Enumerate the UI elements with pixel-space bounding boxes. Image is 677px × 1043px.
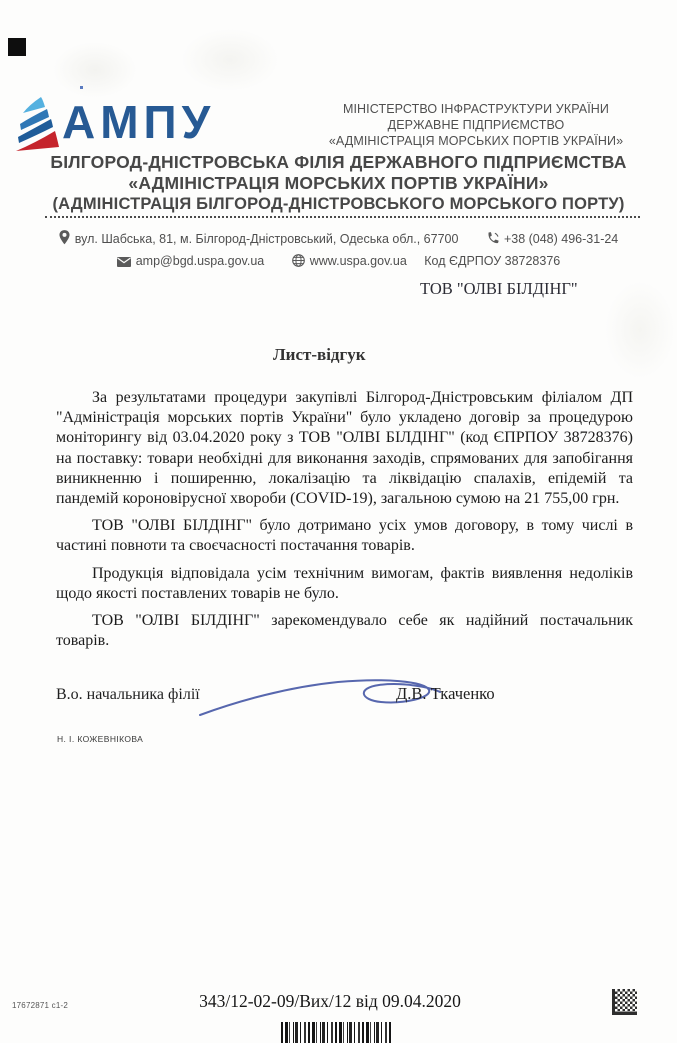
letter-body xyxy=(56,388,633,658)
scan-speck xyxy=(80,86,83,89)
datamatrix-icon xyxy=(612,989,637,1015)
ministry-line-2: ДЕРЖАВНЕ ПІДПРИЄМСТВО xyxy=(387,118,565,132)
dotted-separator xyxy=(45,206,640,218)
letter-title: Лист-відгук xyxy=(273,345,366,364)
body-paragraph-1: За результатами процедури закупівлі Білгород-Дністровським філіалом ДП "Адміністрація морських портів України" було укладено договір за процедурою моніторингу від 03.04.2020 року з ТОВ "ОЛВІ БІЛДІНГ" (код ЄПРПОУ 38728376) на поставку: товари необхідні для виконання заходів, спрямованих для запобігання виникненню і поширенню, локалізацію та ліквідацію спалахів, епідемій та пандемій короновірусної хвороби (COVID-19), загальною сумою на 21 755,00 грн. xyxy=(56,389,633,508)
contact-edrpou: Код ЄДРПОУ 38728376 xyxy=(424,254,561,268)
envelope-icon xyxy=(117,257,131,267)
signature-row xyxy=(56,676,633,720)
addressee: ТОВ "ОЛВІ БІЛДІНГ" xyxy=(420,279,578,298)
contact-email: amp@bgd.uspa.gov.ua xyxy=(135,254,265,268)
executor-name: Н. І. КОЖЕВНІКОВА xyxy=(57,734,144,744)
contact-block xyxy=(0,228,677,272)
ministry-line-1: МІНІСТЕРСТВО ІНФРАСТРУКТУРИ УКРАЇНИ xyxy=(342,102,610,116)
logo-ampu-text: АМПУ xyxy=(62,96,216,148)
globe-icon xyxy=(292,254,305,267)
contact-phone: +38 (048) 496-31-24 xyxy=(503,232,619,246)
phone-icon xyxy=(486,232,499,245)
signer-position: В.о. начальника філії xyxy=(56,686,200,703)
location-pin-icon xyxy=(59,230,70,245)
contact-row-2 xyxy=(0,250,677,272)
reference-number: 343/12-02-09/Вих/12 від 09.04.2020 xyxy=(199,991,461,1011)
signer-name: Д.В. Ткаченко xyxy=(396,684,495,703)
contact-row-1 xyxy=(0,228,677,250)
body-paragraph-2: ТОВ "ОЛВІ БІЛДІНГ" було дотримано усіх умов договору, в тому числі в частині повноти та своєчасності постачання товарів. xyxy=(56,517,633,555)
body-paragraph-3: Продукція відповідала усім технічним вимогам, фактів виявлення недоліків щодо якості поставлених товарів не було. xyxy=(56,564,633,602)
scan-artifact-square xyxy=(8,38,26,56)
contact-website: www.uspa.gov.ua xyxy=(309,254,407,268)
ministry-line-3: «АДМІНІСТРАЦІЯ МОРСЬКИХ ПОРТІВ УКРАЇНИ» xyxy=(328,134,624,148)
sail-flag-icon xyxy=(15,96,59,154)
body-paragraph-4: ТОВ "ОЛВІ БІЛДІНГ" зарекомендувало себе як надійний постачальник товарів. xyxy=(56,612,633,650)
barcode xyxy=(281,1022,392,1043)
branch-line-2: «АДМІНІСТРАЦІЯ МОРСЬКИХ ПОРТІВ УКРАЇНИ» xyxy=(128,173,549,193)
ministry-block xyxy=(300,101,652,149)
branch-line-3: (АДМІНІСТРАЦІЯ БІЛГОРОД-ДНІСТРОВСЬКОГО МОРСЬКОГО ПОРТУ) xyxy=(52,195,625,213)
scan-id-text: 17672871 c1-2 xyxy=(12,1001,68,1010)
contact-address: вул. Шабська, 81, м. Білгород-Дністровський, Одеська обл., 67700 xyxy=(74,232,459,246)
branch-line-1: БІЛГОРОД-ДНІСТРОВСЬКА ФІЛІЯ ДЕРЖАВНОГО ПІДПРИЄМСТВА xyxy=(50,152,627,172)
